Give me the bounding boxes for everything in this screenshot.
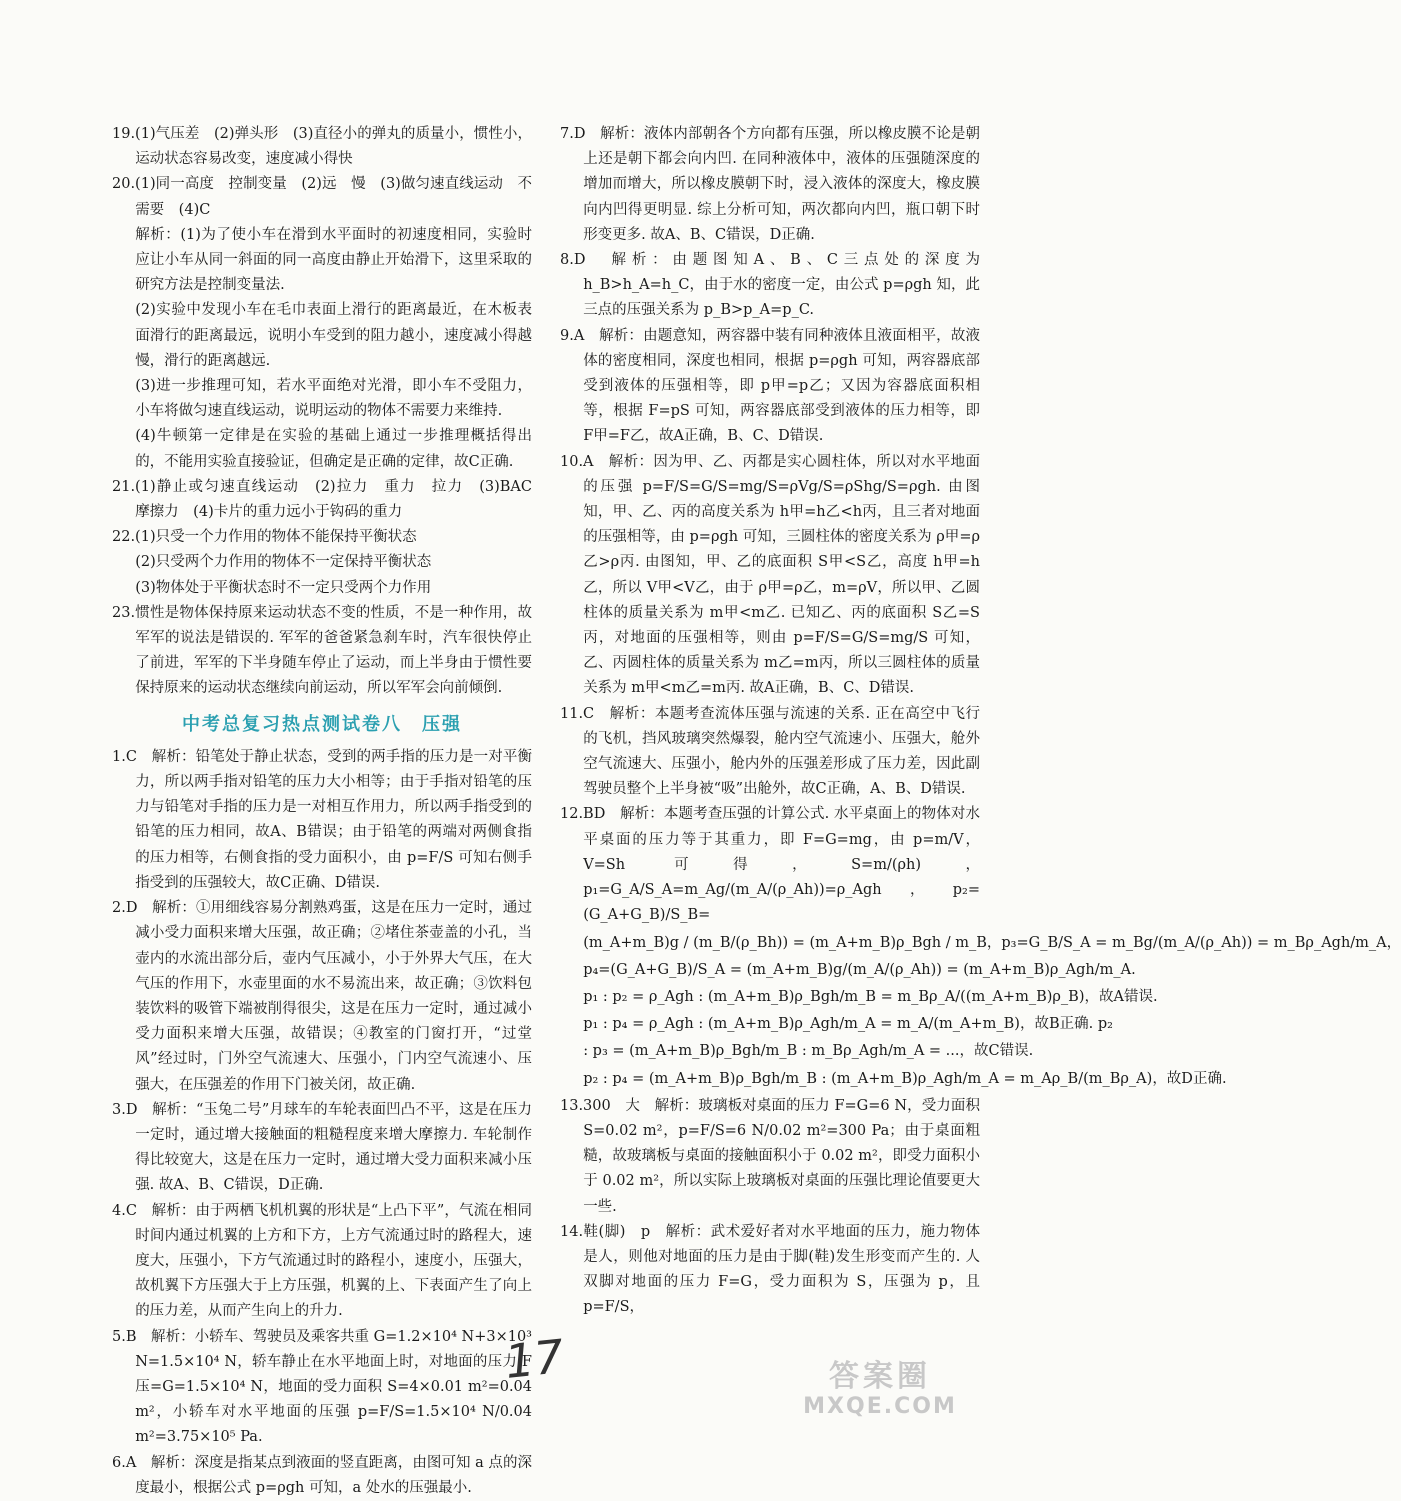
right-answers-top — [560, 122, 980, 929]
answer-item: 7.D 解析：液体内部朝各个方向都有压强，所以橡皮膜不论是朝上还是朝下都会向内凹. 在同种液体中，液体的压强随深度的增加而增大，所以橡皮膜朝下时，浸入液体的深度大，橡皮膜向内凹得更明显. 综上分析可知，两次都向内凹，瓶口朝下时形变更多. 故A、B、C错误，D正确. — [560, 126, 980, 243]
answer-paragraph: (3)物体处于平衡状态时不一定只受两个力作用 — [135, 579, 432, 596]
answer-item: 12.BD 解析：本题考查压强的计算公式. 水平桌面上的物体对水平桌面的压力等于其重力，即 F=G=mg，由 p=m/V，V=Sh 可得，S=m/(ρh)，p₁=G_A/S_A=m_Ag/(m_A/(ρ_Ah))=ρ_Agh，p₂=(G_A+G_B)/S_B= — [560, 806, 980, 924]
left-answers-top — [112, 122, 547, 702]
math-line: p₂ : p₄ = (m_A+m_B)ρ_Bgh/m_B : (m_A+m_B)ρ_Agh/m_A = m_Aρ_B/(m_Bρ_A)，故D正确. — [583, 1070, 1227, 1087]
left-answers-pressure — [112, 745, 532, 1501]
answer-paragraph: (2)实验中发现小车在毛巾表面上滑行的距离最近，在木板表面滑行的距离最远，说明小车受到的阻力越小，速度减小得越慢，滑行的距离越远. — [135, 302, 532, 369]
watermark-logo — [770, 1360, 990, 1430]
answer-item: 10.A 解析：因为甲、乙、丙都是实心圆柱体，所以对水平地面的压强 p=F/S=G/S=mg/S=ρVg/S=ρShg/S=ρgh. 由图知，甲、乙、丙的高度关系为 h甲=h乙<h丙，且三者对地面的压强相等，由 p=ρgh 可知，三圆柱体的密度关系为 ρ甲=ρ乙>ρ丙. 由图知，甲、乙的底面积 S甲<S乙，高度 h甲=h乙，所以 V甲<V乙，由于 ρ甲=ρ乙，m=ρV，所以甲、乙圆柱体的质量关系为 m甲<m乙. 已知乙、丙的底面积 S乙=S丙，对地面的压强相等，则由 p=F/S=G/S=mg/S 可知，乙、丙圆柱体的质量关系为 m乙=m丙，所以三圆柱体的质量关系为 m甲<m乙=m丙. 故A正确，B、C、D错误. — [560, 453, 980, 697]
right-answers-bottom — [560, 1094, 980, 1321]
answer-paragraph: 解析：(1)为了使小车在滑到水平面时的初速度相同，实验时应让小车从同一斜面的同一高度由静止开始滑下，这里采取的研究方法是控制变量法. — [135, 226, 532, 294]
answer-item: 21.(1)静止或匀速直线运动 (2)拉力 重力 拉力 (3)BAC 摩擦力 (4)卡片的重力远小于钩码的重力 — [112, 478, 547, 521]
answer-item: 1.C 解析：铅笔处于静止状态，受到的两手指的压力是一对平衡力，所以两手指对铅笔的压力大小相等；由于手指对铅笔的压力与铅笔对手指的压力是一对相互作用力，所以两手指受到的铅笔的压力相同，故A、B错误；由于铅笔的两端对两侧食指的压力相等，右侧食指的受力面积小，由 p=F/S 可知右侧手指受到的压强较大，故C正确、D错误. — [112, 748, 532, 891]
math-line: : p₃ = (m_A+m_B)ρ_Bgh/m_B : m_Bρ_Agh/m_A = ...，故C错误. — [583, 1043, 1034, 1060]
watermark-url: MXQE.COM — [803, 1394, 957, 1419]
answer-paragraph: (4)牛顿第一定律是在实验的基础上通过一步推理概括得出的，不能用实验直接验证，但确定是正确的定律，故C正确. — [135, 428, 532, 470]
answer-item: 6.A 解析：深度是指某点到液面的竖直距离，由图可知 a 点的深度最小，根据公式 p=ρgh 可知，a 处水的压强最小. — [112, 1454, 532, 1496]
answer-item: 2.D 解析：①用细线容易分割熟鸡蛋，这是在压力一定时，通过减小受力面积来增大压强，故正确；②堵住茶壶盖的小孔，当壶内的水流出部分后，壶内气压减小，小于外界大气压，在大气压的作用下，水壶里面的水不易流出来，故正确；③饮料包装饮料的吸管下端被削得很尖，这是在压力一定时，通过减小受力面积来增大压强，故错误；④教室的门窗打开，“过堂风”经过时，门外空气流速大、压强小，门内空气流速小、压强大，在压强差的作用下门被关闭，故正确. — [112, 900, 532, 1093]
answer-paragraph: (2)只受两个力作用的物体不一定保持平衡状态 — [135, 554, 432, 571]
answer-item: 11.C 解析：本题考查流体压强与流速的关系. 正在高空中飞行的飞机，挡风玻璃突然爆裂，舱内空气流速小、压强大，舱外空气流速大、压强小，舱内外的压强差形成了压力差，因此副驾驶员整个上半身被“吸”出舱外，故C正确，A、B、D错误. — [560, 705, 980, 798]
math-line: p₁ : p₄ = ρ_Agh : (m_A+m_B)ρ_Agh/m_A = m_A/(m_A+m_B)，故B正确. p₂ — [583, 1016, 1113, 1033]
answer-item: 22.(1)只受一个力作用的物体不能保持平衡状态 — [112, 529, 417, 546]
page-number: 17 — [502, 1329, 567, 1389]
answer-item: 19.(1)气压差 (2)弹头形 (3)直径小的弹丸的质量小，惯性小，运动状态容易改变，速度减小得快 — [112, 126, 532, 168]
answer-item: 23.惯性是物体保持原来运动状态不变的性质，不是一种作用，故军军的说法是错误的. 军军的爸爸紧急刹车时，汽车很快停止了前进，军军的下半身随车停止了运动，而上半身由于惯性要保持原来的运动状态继续向前运动，所以军军会向前倾倒. — [112, 604, 532, 697]
section-title: 中考总复习热点测试卷八 压强 — [182, 713, 462, 735]
math-line: (m_A+m_B)g / (m_B/(ρ_Bh)) = (m_A+m_B)ρ_Bgh / m_B，p₃=G_B/S_A = m_Bg/(m_A/(ρ_Ah)) = m_Bρ_Agh/m_A， — [583, 934, 1401, 951]
answer-item: 3.D 解析：“玉兔二号”月球车的车轮表面凹凸不平，这是在压力一定时，通过增大接触面的粗糙程度来增大摩擦力. 车轮制作得比较宽大，这是在压力一定时，通过增大受力面积来减小压强. 故A、B、C错误，D正确. — [112, 1101, 532, 1194]
math-line: p₁ : p₂ = ρ_Agh : (m_A+m_B)ρ_Bgh/m_B = m_Bρ_A/((m_A+m_B)ρ_B)，故A错误. — [583, 988, 1158, 1005]
answer-item: 8.D 解析：由题图知A、B、C三点处的深度为 h_B>h_A=h_C，由于水的密度一定，由公式 p=ρgh 知，此三点的压强关系为 p_B>p_A=p_C. — [560, 252, 980, 319]
right-math-block — [560, 931, 1401, 1092]
answer-item: 14.鞋(脚) p 解析：武术爱好者对水平地面的压力，施力物体是人，则他对地面的压力是由于脚(鞋)发生形变而产生的. 人双脚对地面的压力 F=G，受力面积为 S，压强为 p，且 p=F/S， — [560, 1223, 980, 1316]
answer-paragraph: (3)进一步推理可知，若水平面绝对光滑，即小车不受阻力，小车将做匀速直线运动，说明运动的物体不需要力来维持. — [135, 378, 532, 420]
answer-item: 5.B 解析：小轿车、驾驶员及乘客共重 G=1.2×10⁴ N+3×10³ N=1.5×10⁴ N，轿车静止在水平地面上时，对地面的压力 F压=G=1.5×10⁴ N，地面的受力面积 S=4×0.01 m²=0.04 m²，小轿车对水平地面的压强 p=F/S=1.5×10⁴ N/0.04 m²=3.75×10⁵ Pa. — [112, 1328, 532, 1446]
answer-item: 9.A 解析：由题意知，两容器中装有同种液体且液面相平，故液体的密度相同，深度也相同，根据 p=ρgh 可知，两容器底部受到液体的压强相等，即 p甲=p乙；又因为容器底面积相等，根据 F=pS 可知，两容器底部受到液体的压力相等，即 F甲=F乙，故A正确，B、C、D错误. — [560, 327, 980, 445]
answer-item: 4.C 解析：由于两栖飞机机翼的形状是“上凸下平”，气流在相同时间内通过机翼的上方和下方，上方气流通过时的路程大，速度大，压强小，下方气流通过时的路程小，速度小，压强大，故机翼下方压强大于上方压强，机翼的上、下表面产生了向上的压力差，从而产生向上的升力. — [112, 1202, 532, 1320]
answer-item: 13.300 大 解析：玻璃板对桌面的压力 F=G=6 N，受力面积 S=0.02 m²，p=F/S=6 N/0.02 m²=300 Pa；由于桌面粗糙，故玻璃板与桌面的接触面积小于 0.02 m²，即受力面积小于 0.02 m²，所以实际上玻璃板对桌面的压强比理论值要更大一些. — [560, 1097, 980, 1215]
watermark-title: 答案圈 — [829, 1359, 931, 1394]
math-line: p₄=(G_A+G_B)/S_A = (m_A+m_B)g/(m_A/(ρ_Ah)) = (m_A+m_B)ρ_Agh/m_A. — [583, 961, 1136, 978]
right-column — [560, 122, 1401, 1321]
answer-item: 20.(1)同一高度 控制变量 (2)远 慢 (3)做匀速直线运动 不需要 (4)C — [112, 176, 532, 218]
